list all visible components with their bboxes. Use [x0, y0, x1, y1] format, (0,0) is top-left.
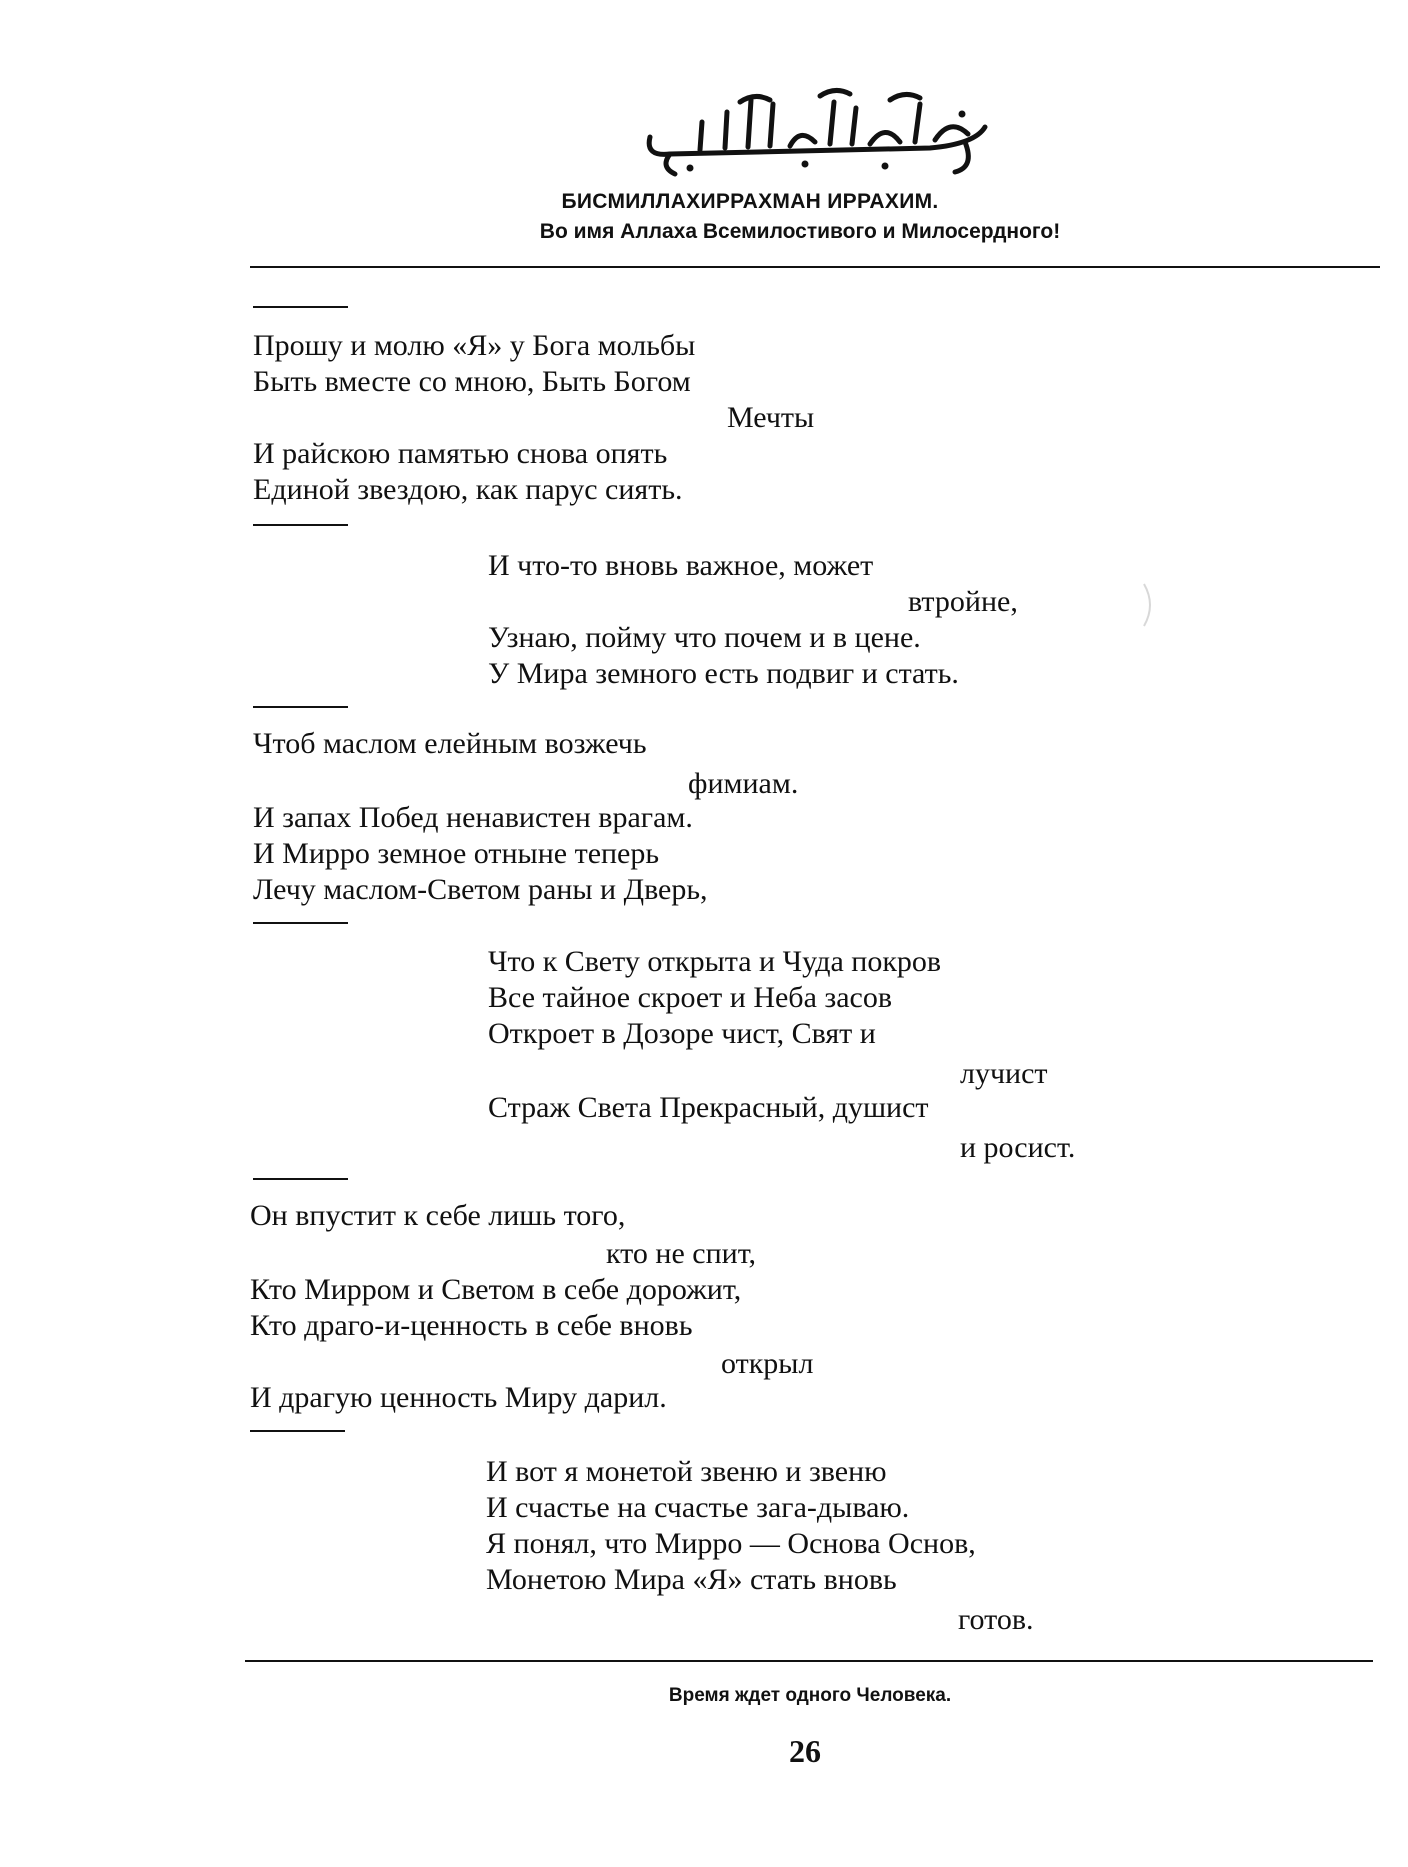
stanza-divider: [253, 1178, 348, 1180]
poem-line: готов.: [958, 1603, 1034, 1636]
poem-line: открыл: [721, 1347, 814, 1380]
poem-line: Откроет в Дозоре чист, Свят и: [488, 1017, 876, 1050]
header-title: БИСМИЛЛАХИРРАХМАН ИРРАХИМ.: [561, 190, 939, 213]
poem-line: фимиам.: [688, 767, 799, 800]
poem-line: Я понял, что Мирро — Основа Основ,: [486, 1527, 976, 1560]
footer-text: Время ждет одного Человека.: [668, 1685, 952, 1706]
poem-line: И что-то вновь важное, может: [488, 549, 874, 582]
poem-line: Страж Света Прекрасный, душист: [488, 1091, 929, 1124]
poem-line: И райскою памятью снова опять: [253, 437, 668, 470]
poem-line: Все тайное скроет и Неба засов: [488, 981, 893, 1014]
poem-line: Кто драго-и-ценность в себе вновь: [250, 1309, 693, 1342]
poem-line: втройне,: [908, 585, 1018, 618]
stanza-divider: [253, 922, 348, 924]
page-number: 26: [789, 1733, 821, 1769]
bismillah-calligraphy: [630, 82, 1000, 182]
poem-line: Что к Свету открыта и Чуда покров: [488, 945, 942, 978]
poem-line: И драгую ценность Миру дарил.: [250, 1381, 667, 1414]
poem-line: И запах Побед ненавистен врагам.: [253, 801, 693, 834]
poem-line: Единой звездою, как парус сиять.: [253, 473, 683, 506]
poem-line: Кто Мирром и Светом в себе дорожит,: [250, 1273, 742, 1306]
poem-line: лучист: [960, 1057, 1048, 1090]
poem-line: Узнаю, пойму что почем и в цене.: [488, 621, 921, 654]
poem-line: Быть вместе со мною, Быть Богом: [253, 365, 691, 398]
poem-line: Он впустит к себе лишь того,: [250, 1199, 626, 1232]
poem-line: Прошу и молю «Я» у Бога мольбы: [253, 329, 696, 362]
stanza-divider: [253, 524, 348, 526]
header-rule: [250, 266, 1380, 268]
stanza-divider: [250, 1430, 345, 1432]
poem-line: И вот я монетой звеню и звеню: [486, 1455, 887, 1488]
scan-artifact: [1140, 580, 1160, 630]
stanza-divider: [253, 306, 348, 308]
stanza-divider: [253, 706, 348, 708]
poem-line: Монетою Мира «Я» стать вновь: [486, 1563, 897, 1596]
poem-line: У Мира земного есть подвиг и стать.: [488, 657, 959, 690]
poem-line: и росист.: [960, 1131, 1076, 1164]
poem-line: И счастье на счастье зага-дываю.: [486, 1491, 910, 1524]
poem-line: кто не спит,: [606, 1237, 757, 1270]
poem-line: И Мирро земное отныне теперь: [253, 837, 660, 870]
poem-line: Лечу маслом-Светом раны и Дверь,: [253, 873, 708, 906]
footer-rule: [245, 1660, 1373, 1662]
header-subtitle: Во имя Аллаха Всемилостивого и Милосердного!: [539, 220, 1061, 243]
poem-line: Чтоб маслом елейным возжечь: [253, 727, 647, 760]
poem-line: Мечты: [727, 401, 815, 434]
